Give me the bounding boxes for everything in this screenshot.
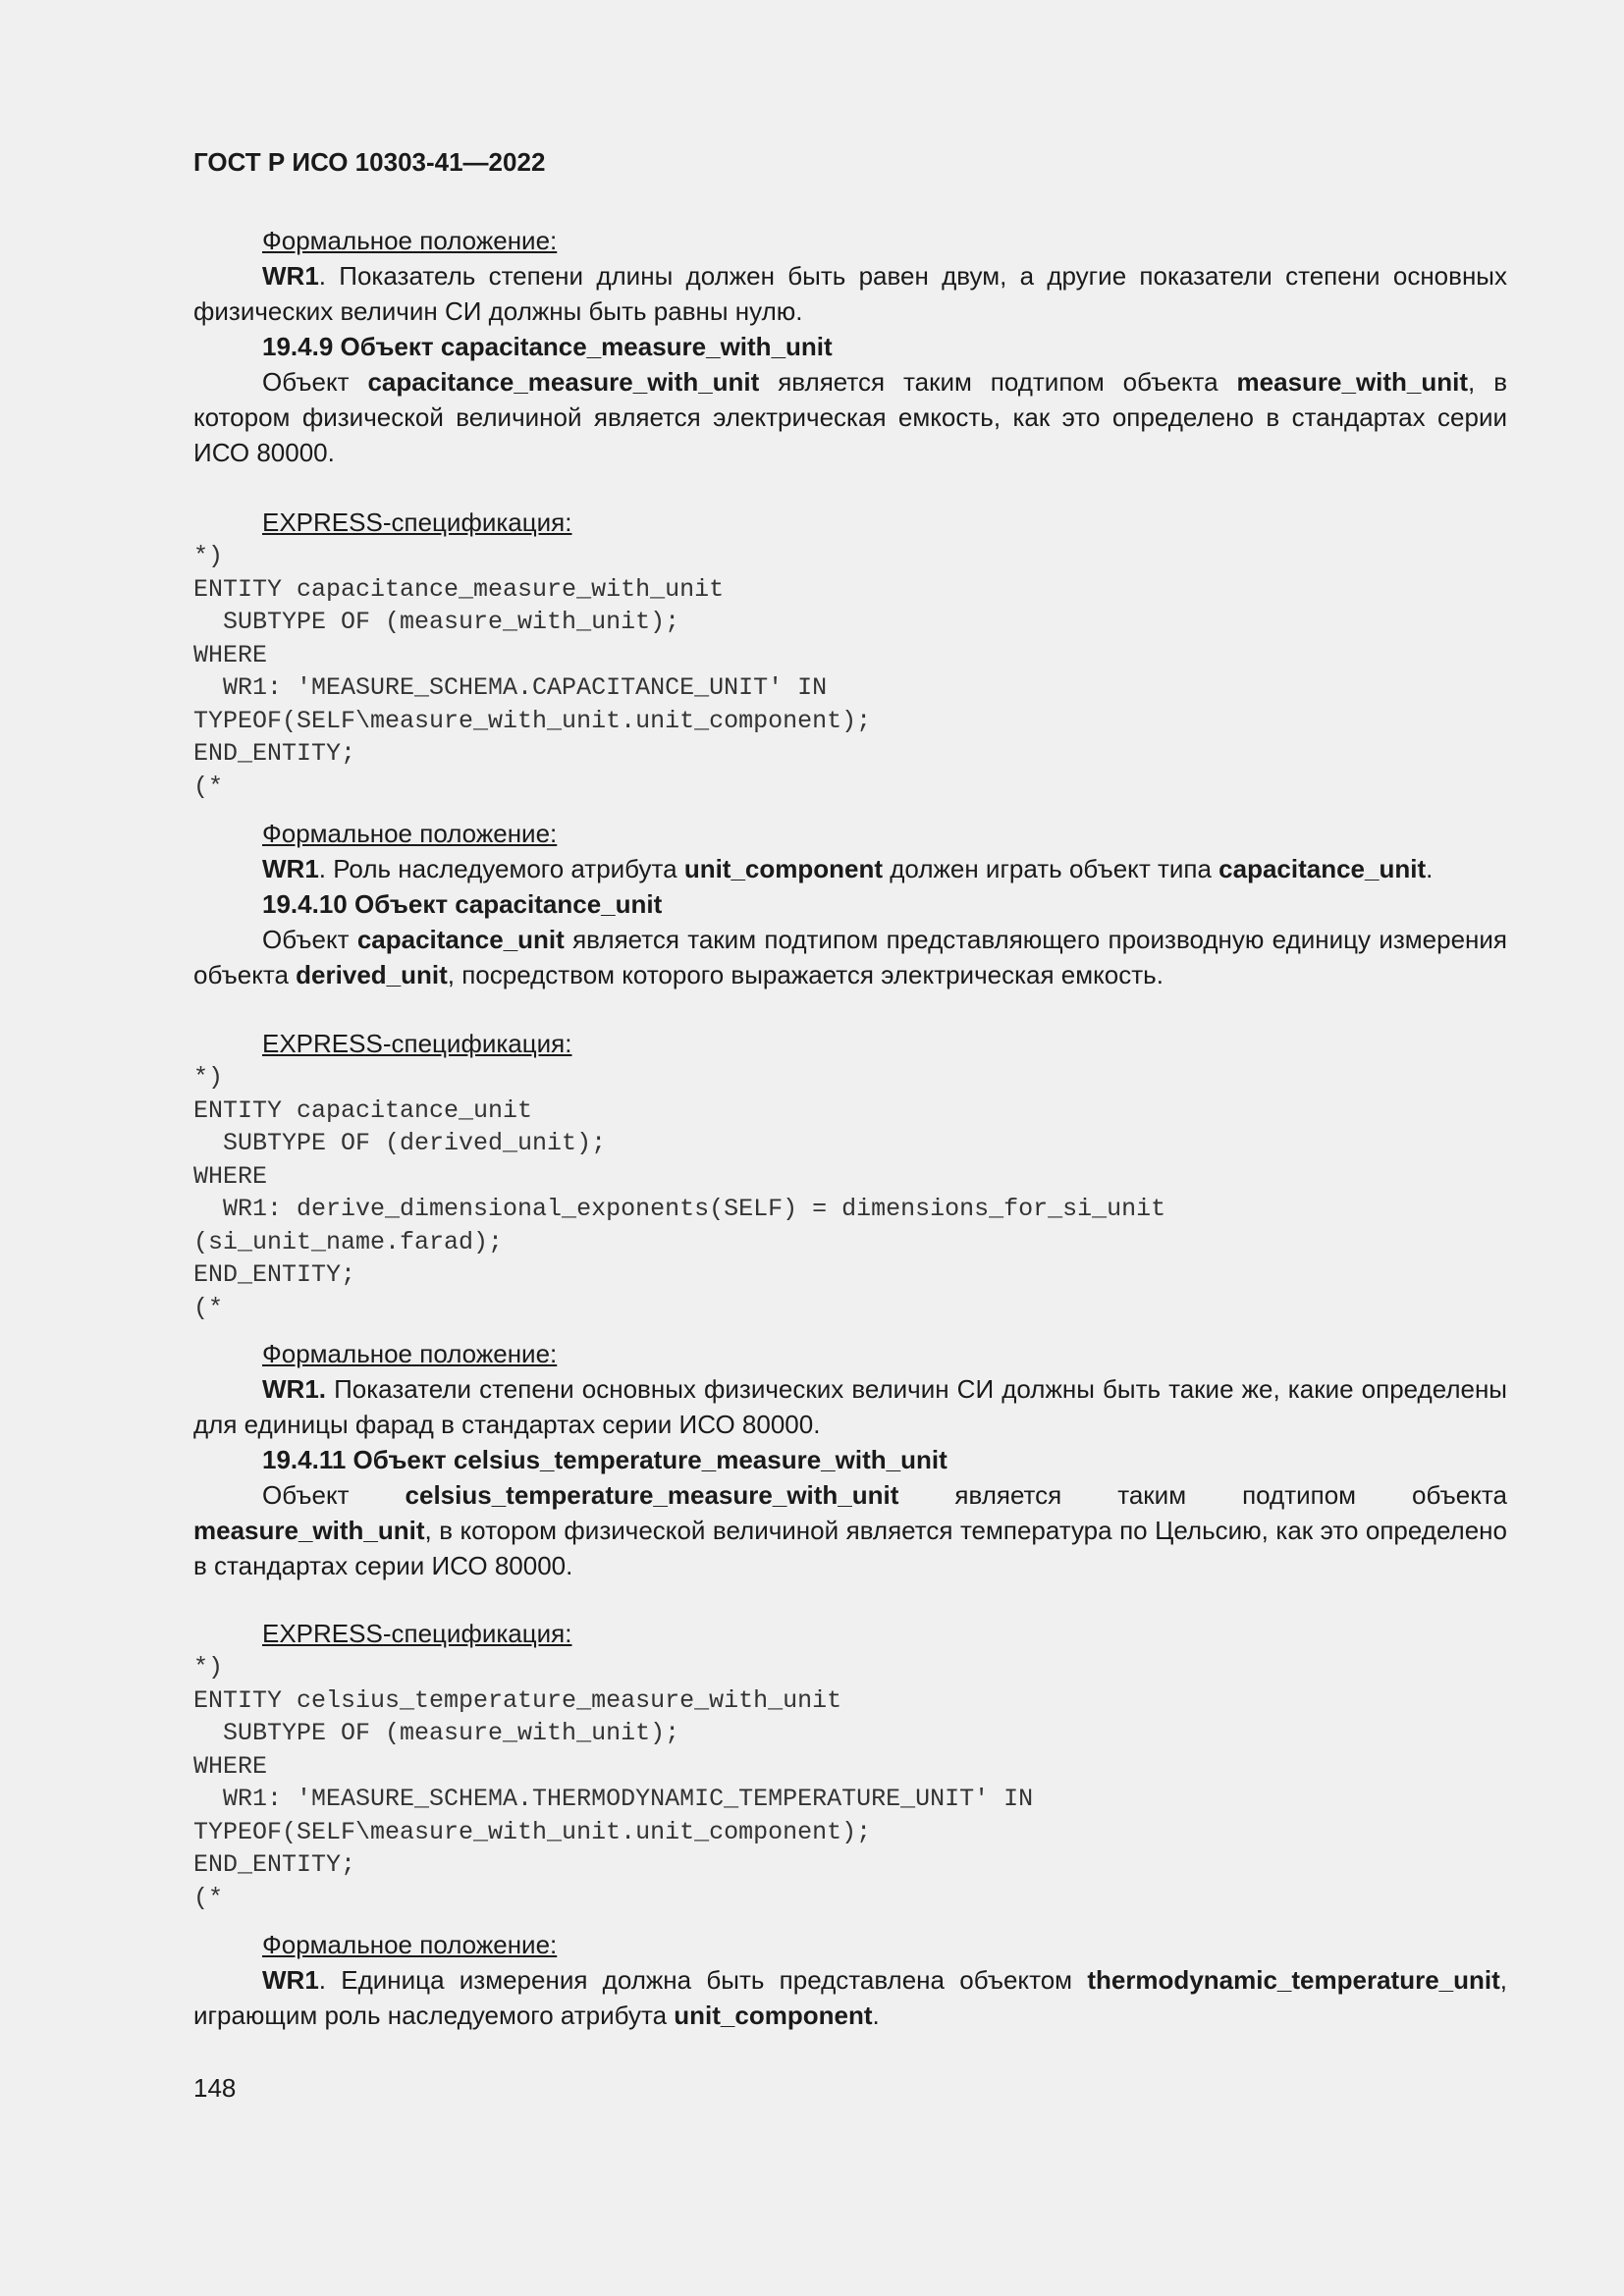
section-heading: 19.4.9 Объект capacitance_measure_with_unit <box>262 332 833 361</box>
formal-statement-4 <box>193 1927 1507 2033</box>
code-block-2 <box>193 1061 1507 1324</box>
express-code: *) ENTITY celsius_temperature_measure_with_unit SUBTYPE OF (measure_with_unit); WHERE WR1: 'MEASURE_SCHEMA.THERMODYNAMIC_TEMPERATURE_UNIT' IN TYPEOF(SELF\measure_with_unit.unit_component); END_ENTITY; (* <box>193 1653 1034 1912</box>
express-label: EXPRESS-спецификация: <box>262 1029 572 1058</box>
formal-statement-1 <box>193 223 1507 329</box>
formal-label: Формальное положение: <box>262 1339 558 1368</box>
express-spec-3 <box>193 1616 1507 1651</box>
section-19-4-9 <box>193 329 1507 470</box>
document-header: ГОСТ Р ИСО 10303-41—2022 <box>193 147 546 177</box>
section-heading: 19.4.11 Объект celsius_temperature_measure_with_unit <box>262 1445 947 1474</box>
page-number: 148 <box>193 2073 237 2103</box>
wr1-paragraph: WR1. Роль наследуемого атрибута unit_component должен играть объект типа capacitance_unit. <box>262 854 1434 883</box>
code-block-3 <box>193 1651 1507 1914</box>
express-label: EXPRESS-спецификация: <box>262 507 572 537</box>
express-code: *) ENTITY capacitance_measure_with_unit SUBTYPE OF (measure_with_unit); WHERE WR1: 'MEASURE_SCHEMA.CAPACITANCE_UNIT' IN TYPEOF(SELF\measure_with_unit.unit_component); END_ENTITY; (* <box>193 542 872 801</box>
wr1-paragraph: WR1. Показатель степени длины должен быть равен двум, а другие показатели степени основных физических величин СИ должны быть равны нулю. <box>193 261 1507 326</box>
section-19-4-10 <box>193 886 1507 992</box>
formal-statement-3 <box>193 1336 1507 1442</box>
code-block-1 <box>193 540 1507 803</box>
section-description: Объект capacitance_unit является таким подтипом представляющего производную единицу измерения объекта derived_unit, посредством которого выражается электрическая емкость. <box>193 925 1507 989</box>
formal-label: Формальное положение: <box>262 819 558 848</box>
express-label: EXPRESS-спецификация: <box>262 1619 572 1648</box>
formal-label: Формальное положение: <box>262 1930 558 1959</box>
formal-label: Формальное положение: <box>262 226 558 255</box>
wr1-paragraph: WR1. Показатели степени основных физических величин СИ должны быть такие же, какие определены для единицы фарад в стандартах серии ИСО 80000. <box>193 1374 1507 1439</box>
section-description: Объект capacitance_measure_with_unit является таким подтипом объекта measure_with_unit, в котором физической величиной является электрическая емкость, как это определено в стандартах серии ИСО 80000. <box>193 367 1508 467</box>
wr1-paragraph: WR1. Единица измерения должна быть представлена объектом thermodynamic_temperature_unit, играющим роль наследуемого атрибута unit_component. <box>193 1965 1507 2030</box>
express-code: *) ENTITY capacitance_unit SUBTYPE OF (derived_unit); WHERE WR1: derive_dimensional_exponents(SELF) = dimensions_for_si_unit (si_unit_name.farad); END_ENTITY; (* <box>193 1063 1166 1322</box>
express-spec-1 <box>193 505 1507 540</box>
section-19-4-11 <box>193 1442 1507 1583</box>
express-spec-2 <box>193 1026 1507 1061</box>
section-description: Объект celsius_temperature_measure_with_unit является таким подтипом объекта measure_with_unit, в котором физической величиной является температура по Цельсию, как это определено в стандартах серии ИСО 80000. <box>193 1480 1507 1580</box>
section-heading: 19.4.10 Объект capacitance_unit <box>262 889 663 919</box>
formal-statement-2 <box>193 816 1507 886</box>
